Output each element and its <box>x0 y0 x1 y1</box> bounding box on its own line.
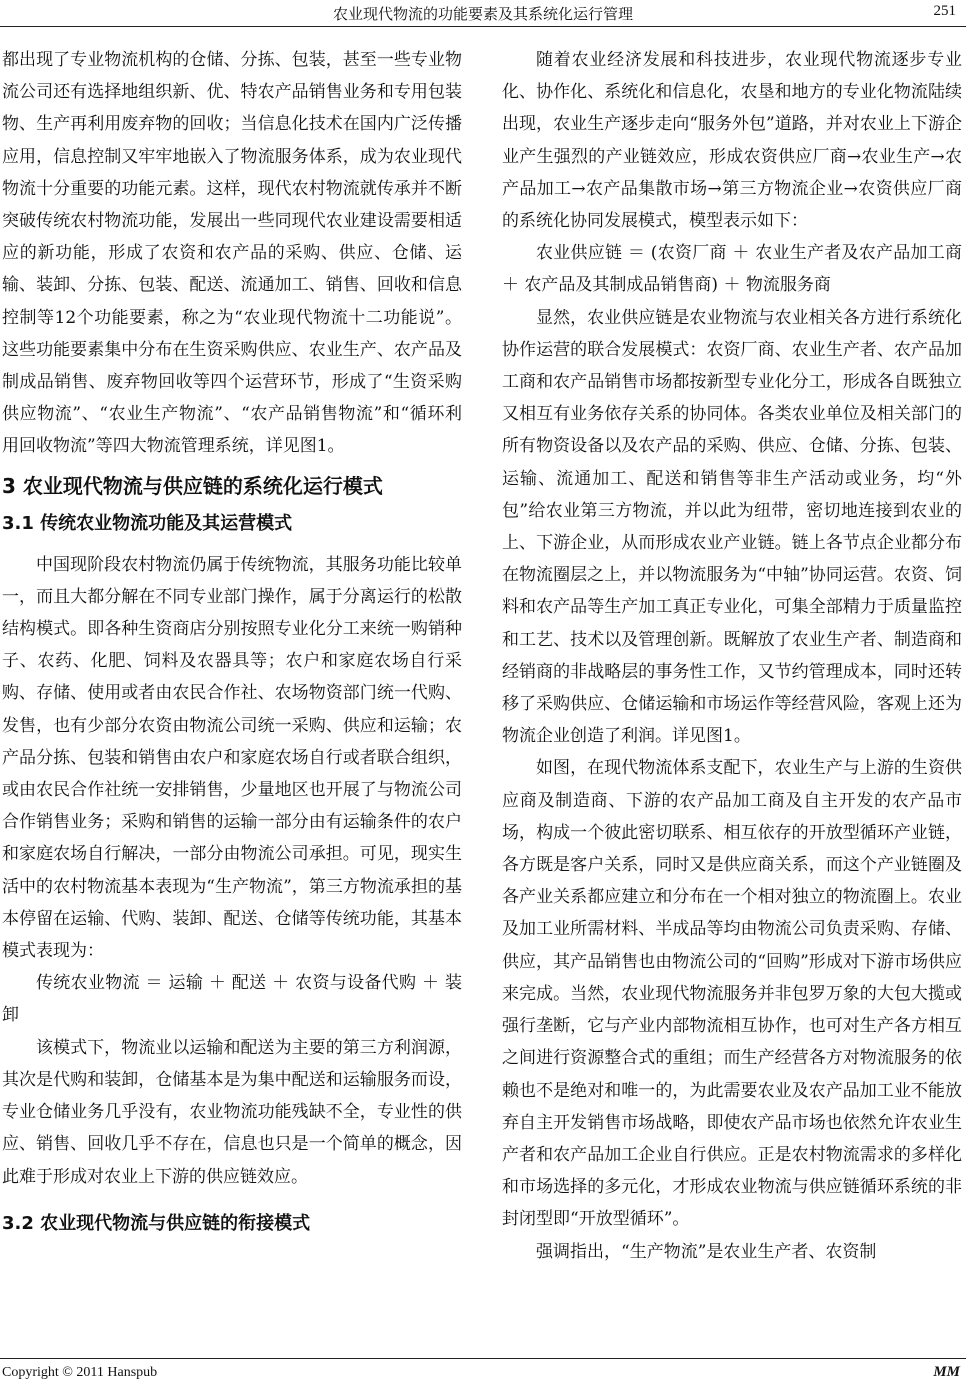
right-column <box>502 44 962 1268</box>
paragraph: 如图，在现代物流体系支配下，农业生产与上游的生资供应商及制造商、下游的农产品加工商及自主开发的农产品市场，构成一个彼此密切联系、相互依存的开放型循环产业链，各方既是客户关系，同时又是供应商关系，而这个产业链圈及各产业关系都应建立和分布在一个相对独立的物流圈上。农业及加工业所需材料、半成品等均由物流公司负责采购、存储、供应，其产品销售也由物流公司的“回购”形成对下游市场供应来完成。当然，农业现代物流服务并非包罗万象的大包大揽或强行垄断，它与产业内部物流相互协作，也可对生产各方相互之间进行资源整合式的重组；而生产经营各方对物流服务的依赖也不是绝对和唯一的，为此需要农业及农产品加工业不能放弃自主开发销售市场战略，即使农产品市场也依然允许农业生产者和农产品加工企业自行供应。正是农村物流需求的多样化和市场选择的多元化，才形成农业物流与供应链循环系统的非封闭型即“开放型循环”。 <box>502 758 962 1230</box>
copyright: Copyright © 2011 Hanspub <box>2 1365 158 1380</box>
paragraph: 都出现了专业物流机构的仓储、分拣、包装，甚至一些专业物流公司还有选择地组织新、优、特农产品销售业务和专用包装物、生产再利用废弃物的回收；当信息化技术在国内广泛传播应用，信息控制又牢牢地嵌入了物流服务体系，成为农业现代物流十分重要的功能元素。这样，现代农村物流就传承并不断突破传统农村物流功能，发展出一些同现代农业建设需要相适应的新功能，形成了农资和农产品的采购、供应、仓储、运输、装卸、分拣、包装、配送、流通加工、销售、回收和信息控制等12个功能要素，称之为“农业现代物流十二功能说”。这些功能要素集中分布在生资采购供应、农业生产、农产品及制成品销售、废弃物回收等四个运营环节，形成了“生资采购供应物流”、“农业生产物流”、“农产品销售物流”和“循环利用回收物流”等四大物流管理系统，详见图1。 <box>2 50 462 457</box>
formula: 传统农业物流 ＝ 运输 ＋ 配送 ＋ 农资与设备代购 ＋ 装卸 <box>2 973 462 1026</box>
page-number: 251 <box>933 3 956 19</box>
section-heading: 3 农业现代物流与供应链的系统化运行模式 <box>2 473 383 498</box>
subsection-heading: 3.2 农业现代物流与供应链的衔接模式 <box>2 1212 311 1234</box>
page-header <box>0 0 966 27</box>
paragraph: 随着农业经济发展和科技进步，农业现代物流逐步专业化、协作化、系统化和信息化，农垦和地方的专业化物流陆续出现，农业生产逐步走向“服务外包”道路，并对农业上下游企业产生强烈的产业链效应，形成农资供应厂商→农业生产→农产品加工→农产品集散市场→第三方物流企业→农资供应厂商的系统化协同发展模式，模型表示如下： <box>502 50 962 232</box>
page-footer <box>0 1358 966 1387</box>
journal-abbrev: MM <box>933 1364 960 1380</box>
subsection-heading: 3.1 传统农业物流功能及其运营模式 <box>2 512 293 534</box>
paragraph: 该模式下，物流业以运输和配送为主要的第三方利润源，其次是代购和装卸，仓储基本是为集中配送和运输服务而设，专业仓储业务几乎没有，农业物流功能残缺不全，专业性的供应、销售、回收几乎不存在，信息也只是一个简单的概念，因此难于形成对农业上下游的供应链效应。 <box>2 1037 462 1187</box>
paragraph: 中国现阶段农村物流仍属于传统物流，其服务功能比较单一，而且大都分解在不同专业部门操作，属于分离运行的松散结构模式。即各种生资商店分别按照专业化分工来统一购销种子、农药、化肥、饲料及农器具等；农户和家庭农场自行采购、存储、使用或者由农民合作社、农场物资部门统一代购、发售，也有少部分农资由物流公司统一采购、供应和运输；农产品分拣、包装和销售由农户和家庭农场自行或者联合组织，或由农民合作社统一安排销售，少量地区也开展了与物流公司合作销售业务；采购和销售的运输一部分由有运输条件的农户和家庭农场自行解决，一部分由物流公司承担。可见，现实生活中的农村物流基本表现为“生产物流”，第三方物流承担的基本停留在运输、代购、装卸、配送、仓储等传统功能，其基本模式表现为： <box>2 554 462 962</box>
running-title: 农业现代物流的功能要素及其系统化运行管理 <box>332 5 633 23</box>
paragraph: 显然，农业供应链是农业物流与农业相关各方进行系统化协作运营的联合发展模式：农资厂商、农业生产者、农产品加工商和农产品销售市场都按新型专业化分工，形成各自既独立又相互有业务依存关系的协同体。各类农业单位及相关部门的所有物资设备以及农产品的采购、供应、仓储、分拣、包装、运输、流通加工、配送和销售等非生产活动或业务，均“外包”给农业第三方物流，并以此为纽带，密切地连接到农业的上、下游企业，从而形成农业产业链。链上各节点企业都分布在物流圈层之上，并以物流服务为“中轴”协同运营。农资、饲料和农产品等生产加工真正专业化，可集全部精力于质量监控和工艺、技术以及管理创新。既解放了农业生产者、制造商和经销商的非战略层的事务性工作，又节约管理成本，同时还转移了采购供应、仓储运输和市场运作等经营风险，客观上还为物流企业创造了利润。详见图1。 <box>502 307 962 747</box>
left-column <box>2 44 462 1249</box>
formula: 农业供应链 ＝ (农资厂商 ＋ 农业生产者及农产品加工商 ＋ 农产品及其制成品销售商) ＋ 物流服务商 <box>502 243 962 296</box>
paragraph: 强调指出，“生产物流”是农业生产者、农资制 <box>536 1241 877 1262</box>
